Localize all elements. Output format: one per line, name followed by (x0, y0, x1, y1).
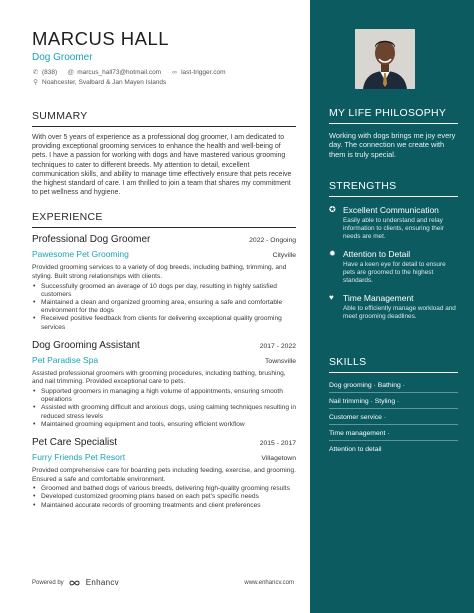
contact-phone (32, 69, 57, 76)
footer-url[interactable]: www.enhancv.com (244, 579, 294, 586)
bulb-icon: ✹ (329, 249, 336, 258)
summary-text: With over 5 years of experience as a professional dog groomer, I am dedicated to providing exceptional grooming services to enhance the health and well-being of pets. I have a passion for working with dogs and have mastered various grooming techniques to cater to different breeds. My attention to detail, excellent communication skills, and ability to manage time effectively ensure that pets receive the highest standard of care. I am thrilled to join a team that shares my commitment to pet wellness and hygiene. (32, 134, 292, 197)
profile-photo (355, 29, 415, 89)
job-entry (32, 437, 296, 510)
enhancv-logo-icon (69, 579, 83, 587)
phone-text: (838) (42, 69, 58, 76)
experience-heading: EXPERIENCE (32, 211, 296, 228)
job-entry (32, 234, 296, 331)
job-location: Townsville (265, 357, 296, 365)
job-description: Provided comprehensive care for boarding pets including feeding, exercise, and grooming. Ensured a safe and comfortable environment. (32, 467, 296, 483)
job-location: Cityville (272, 252, 296, 260)
powered-by-label: Powered by (32, 579, 64, 586)
job-bullets (32, 388, 296, 429)
contact-row (32, 69, 296, 76)
skill-item: Attention to detail (329, 445, 382, 453)
candidate-name: MARCUS HALL (32, 28, 170, 49)
skill-item: Dog grooming · Bathing · (329, 377, 458, 393)
job-bullet: • Maintained a clean and organized grooming area, ensuring a safe and comfortable environment for the dogs (32, 299, 296, 315)
philosophy-text: Working with dogs brings me joy every day. The connection we create with them is truly special. (329, 131, 456, 159)
job-description: Assisted professional groomers with grooming procedures, including bathing, brushing, and nail trimming. Provided exceptional care to pets. (32, 369, 286, 386)
strength-item (329, 249, 458, 285)
brand-logo (69, 578, 119, 587)
strength-title: Time Management (343, 293, 414, 303)
job-title: Pet Care Specialist (32, 437, 118, 449)
strength-desc: Easily able to understand and relay information to clients, ensuring their needs are met. (343, 217, 444, 240)
footer (32, 578, 294, 587)
job-bullet: • Maintained accurate records of grooming treatments and client preferences (32, 502, 296, 510)
job-bullet: • Maintained grooming equipment and tools, ensuring efficient workflow (32, 421, 296, 429)
job-bullet: • Assisted with grooming difficult and anxious dogs, using calming techniques resulting in reduced stress levels (32, 404, 296, 420)
avatar-image (355, 29, 415, 89)
summary-heading: SUMMARY (32, 110, 296, 127)
job-entry (32, 340, 296, 429)
strength-desc: Have a keen eye for detail to ensure pets are groomed to the highest standards. (343, 261, 446, 284)
job-bullets (32, 485, 296, 510)
job-bullets (32, 283, 296, 332)
philosophy-heading: MY LIFE PHILOSOPHY (329, 107, 458, 124)
website-text[interactable]: last-trigger.com (181, 69, 226, 76)
job-company: Pet Paradise Spa (32, 354, 99, 365)
heart-icon: ♥ (329, 293, 334, 302)
sidebar (310, 0, 474, 613)
skills-section (329, 356, 458, 456)
skills-heading: SKILLS (329, 356, 458, 373)
job-date: 2017 - 2022 (259, 342, 296, 350)
job-date: 2015 - 2017 (259, 440, 296, 448)
phone-icon: ✆ (32, 69, 39, 76)
contact-location (32, 79, 296, 86)
strengths-heading: STRENGTHS (329, 180, 458, 197)
strength-item (329, 293, 458, 321)
job-bullet: • Received positive feedback from clients for delivering exceptional quality grooming services (32, 315, 296, 331)
contact-email[interactable] (67, 69, 161, 76)
job-company: Pawesome Pet Grooming (32, 249, 129, 260)
job-description: Provided grooming services to a variety of dog breeds, including bathing, trimming, and styling. Built strong relationships with clients. (32, 264, 287, 281)
strength-title: Attention to Detail (343, 249, 411, 259)
candidate-role: Dog Groomer (32, 52, 93, 63)
pin-icon: ⚲ (33, 79, 38, 86)
strength-item (329, 205, 458, 241)
job-title: Dog Grooming Assistant (32, 339, 140, 351)
email-text[interactable]: marcus_hall73@hotmail.com (77, 69, 162, 76)
job-bullet: • Developed customized grooming plans based on each pet's specific needs (32, 493, 296, 501)
at-icon: @ (67, 69, 74, 76)
philosophy-section (329, 107, 458, 159)
skill-item: Customer service · (329, 409, 458, 425)
skill-item: Nail trimming · Styling · (329, 393, 458, 409)
brand-name: Enhancv (85, 578, 119, 587)
location-text: Noahcester, Svalbard & Jan Mayen Islands (42, 79, 167, 86)
contact-website[interactable] (171, 69, 225, 76)
job-bullet: • Successfully groomed an average of 10 dogs per day, resulting in highly satisfied customers (32, 283, 296, 299)
strength-desc: Able to efficiently manage workload and meet grooming deadlines. (343, 305, 456, 320)
job-date: 2022 - Ongoing (249, 237, 296, 245)
strengths-section (329, 180, 458, 321)
medal-icon: ✪ (329, 205, 336, 214)
job-company: Furry Friends Pet Resort (32, 452, 126, 463)
powered-by (32, 578, 119, 587)
job-bullet: • Supported groomers in managing a high volume of appointments, ensuring smooth operations (32, 388, 296, 404)
skill-item: Time management · (329, 425, 458, 441)
job-location: Villagetown (261, 455, 296, 463)
job-title: Professional Dog Groomer (32, 234, 151, 246)
link-icon: ∞ (172, 69, 177, 76)
job-bullet: • Groomed and bathed dogs of various breeds, delivering high-quality grooming results (32, 485, 296, 493)
strength-title: Excellent Communication (343, 205, 439, 215)
